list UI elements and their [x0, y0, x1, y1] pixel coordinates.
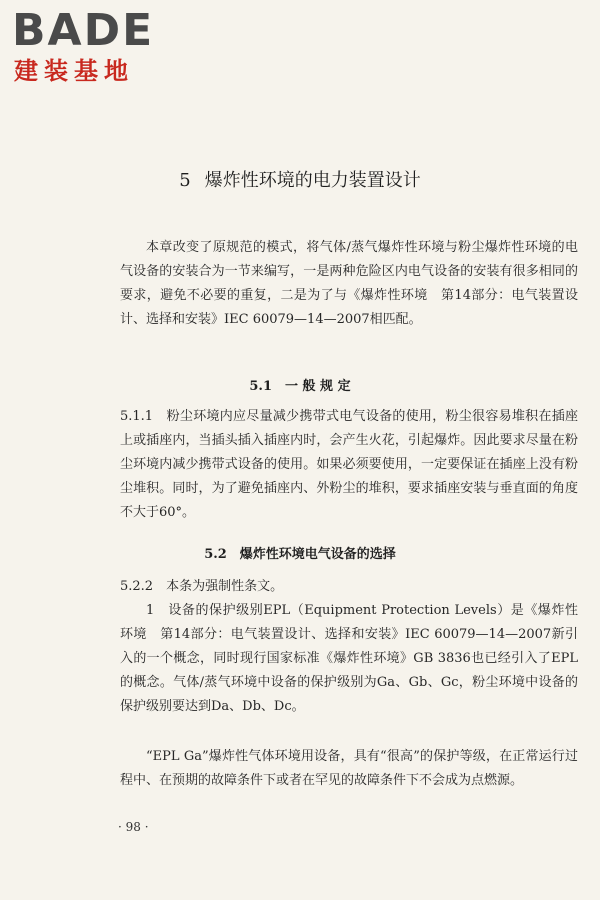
- logo-subtitle: 建装基地: [14, 57, 134, 85]
- page-number: · 98 ·: [118, 820, 149, 834]
- logo-brand: BADE: [12, 5, 155, 56]
- chapter-title-text: 爆炸性环境的电力装置设计: [204, 170, 421, 191]
- section-heading-5-2: 5.2 爆炸性环境电气设备的选择: [204, 547, 396, 562]
- logo: [12, 6, 177, 86]
- clause-5-1-1: 5.1.1 粉尘环境内应尽量减少携带式电气设备的使用，粉尘很容易堆积在插座上或插座内，当插头插入插座内时，会产生火花，引起爆炸。因此要求尽量在粉尘环境内减少携带式设备的使用。如果必须要使用，一定要保证在插座上没有粉尘堆积。同时，为了避免插座内、外粉尘的堆积，要求插座安装与垂直面的角度不大于60°。: [120, 409, 578, 520]
- chapter-title: [0, 166, 600, 192]
- chapter-number: 5: [179, 170, 191, 191]
- section-heading-5-1: 5.1 一 般 规 定: [249, 379, 351, 394]
- clause-5-2-2: 5.2.2 本条为强制性条文。: [120, 579, 284, 594]
- intro-paragraph: 本章改变了原规范的模式，将气体/蒸气爆炸性环境与粉尘爆炸性环境的电气设备的安装合为一节来编写，一是两种危险区内电气设备的安装有很多相同的要求，避免不必要的重复，二是为了与《爆炸性环境 第14部分：电气装置设计、选择和安装》IEC 60079—14—2007相匹配。: [120, 240, 578, 327]
- clause-item-1-continued: “EPL Ga”爆炸性气体环境用设备，具有“很高”的保护等级，在正常运行过程中、在预期的故障条件下或者在罕见的故障条件下不会成为点燃源。: [120, 749, 578, 788]
- clause-item-1: 1 设备的保护级别EPL（Equipment Protection Levels）是《爆炸性环境 第14部分：电气装置设计、选择和安装》IEC 60079—14—2007新引入的一个概念，同时现行国家标准《爆炸性环境》GB 3836也已经引入了EPL的概念。气体/蒸气环境中设备的保护级别为Ga、Gb、Gc，粉尘环境中设备的保护级别要达到Da、Db、Dc。: [120, 603, 578, 714]
